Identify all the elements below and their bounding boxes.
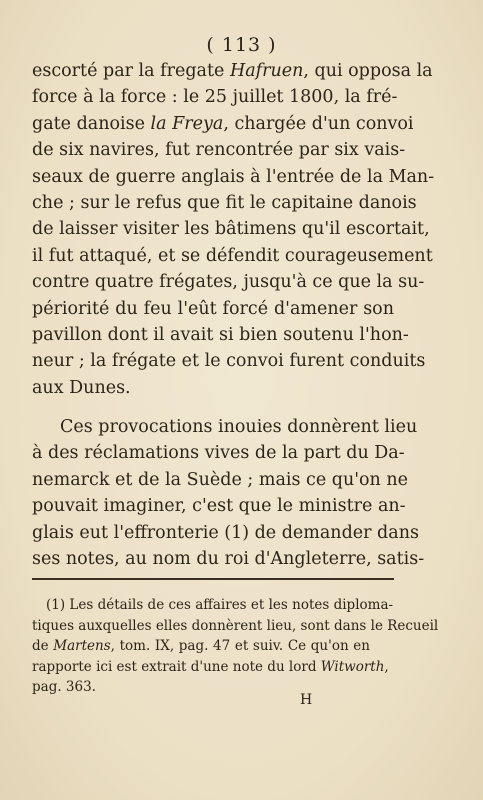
text-line: il fut attaqué, et se défendit courageusement (32, 245, 433, 266)
text-line: périorité du feu l'eût forcé d'amener son (32, 298, 394, 319)
text-line: che ; sur le refus que fit le capitaine danois (32, 192, 417, 213)
footnote-line: pag. 363. (32, 679, 96, 695)
footnote-line: rapporte ici est extrait d'une note du lord Witworth, (32, 658, 389, 675)
footnote (32, 595, 439, 698)
text-line: gate danoise la Freya, chargée d'un convoi (32, 113, 414, 134)
text-line: aux Dunes. (32, 377, 131, 398)
signature-mark: H (300, 692, 313, 708)
footnote-line: de Martens, tom. IX, pag. 47 et suiv. Ce qu'on en (32, 638, 370, 654)
footnote-line: (1) Les détails de ces affaires et les notes diploma- (46, 597, 394, 613)
text-line: seaux de guerre anglais à l'entrée de la Man- (32, 166, 435, 187)
paragraph-gap (32, 401, 394, 414)
footnote-rule (32, 578, 394, 580)
page-number: ( 113 ) (206, 34, 277, 56)
text-line: ses notes, au nom du roi d'Angleterre, satis- (32, 549, 425, 570)
text-line: Ces provocations inouies donnèrent lieu (60, 417, 418, 438)
text-line: neur ; la frégate et le convoi furent conduits (32, 351, 426, 372)
footnote-line: tiques auxquelles elles donnèrent lieu, sont dans le Recueil (32, 617, 439, 634)
text-line: escorté par la fregate Hafruen, qui opposa la (32, 61, 433, 81)
text-line: nemarck et de la Suède ; mais ce qu'on ne (32, 469, 409, 490)
italic-text: Martens (53, 638, 111, 654)
italic-text: Witworth (320, 658, 385, 675)
text-line: pouvait imaginer, c'est que le ministre an- (32, 496, 406, 517)
text-line: de laisser visiter les bâtimens qu'il escortait, (32, 219, 430, 240)
italic-text: la Freya (150, 113, 224, 134)
text-line: pavillon dont il avait si bien soutenu l'hon- (32, 324, 409, 345)
italic-text: Hafruen (229, 61, 304, 81)
body-text (32, 58, 435, 572)
text-line: contre quatre frégates, jusqu'à ce que la su- (32, 272, 425, 293)
text-line: glais eut l'effronterie (1) de demander dans (32, 522, 419, 543)
text-line: à des réclamations vives de la part du Da- (32, 443, 405, 464)
text-line: de six navires, fut rencontrée par six vais- (32, 140, 406, 161)
text-line: force à la force : le 25 juillet 1800, la fré- (32, 87, 398, 108)
